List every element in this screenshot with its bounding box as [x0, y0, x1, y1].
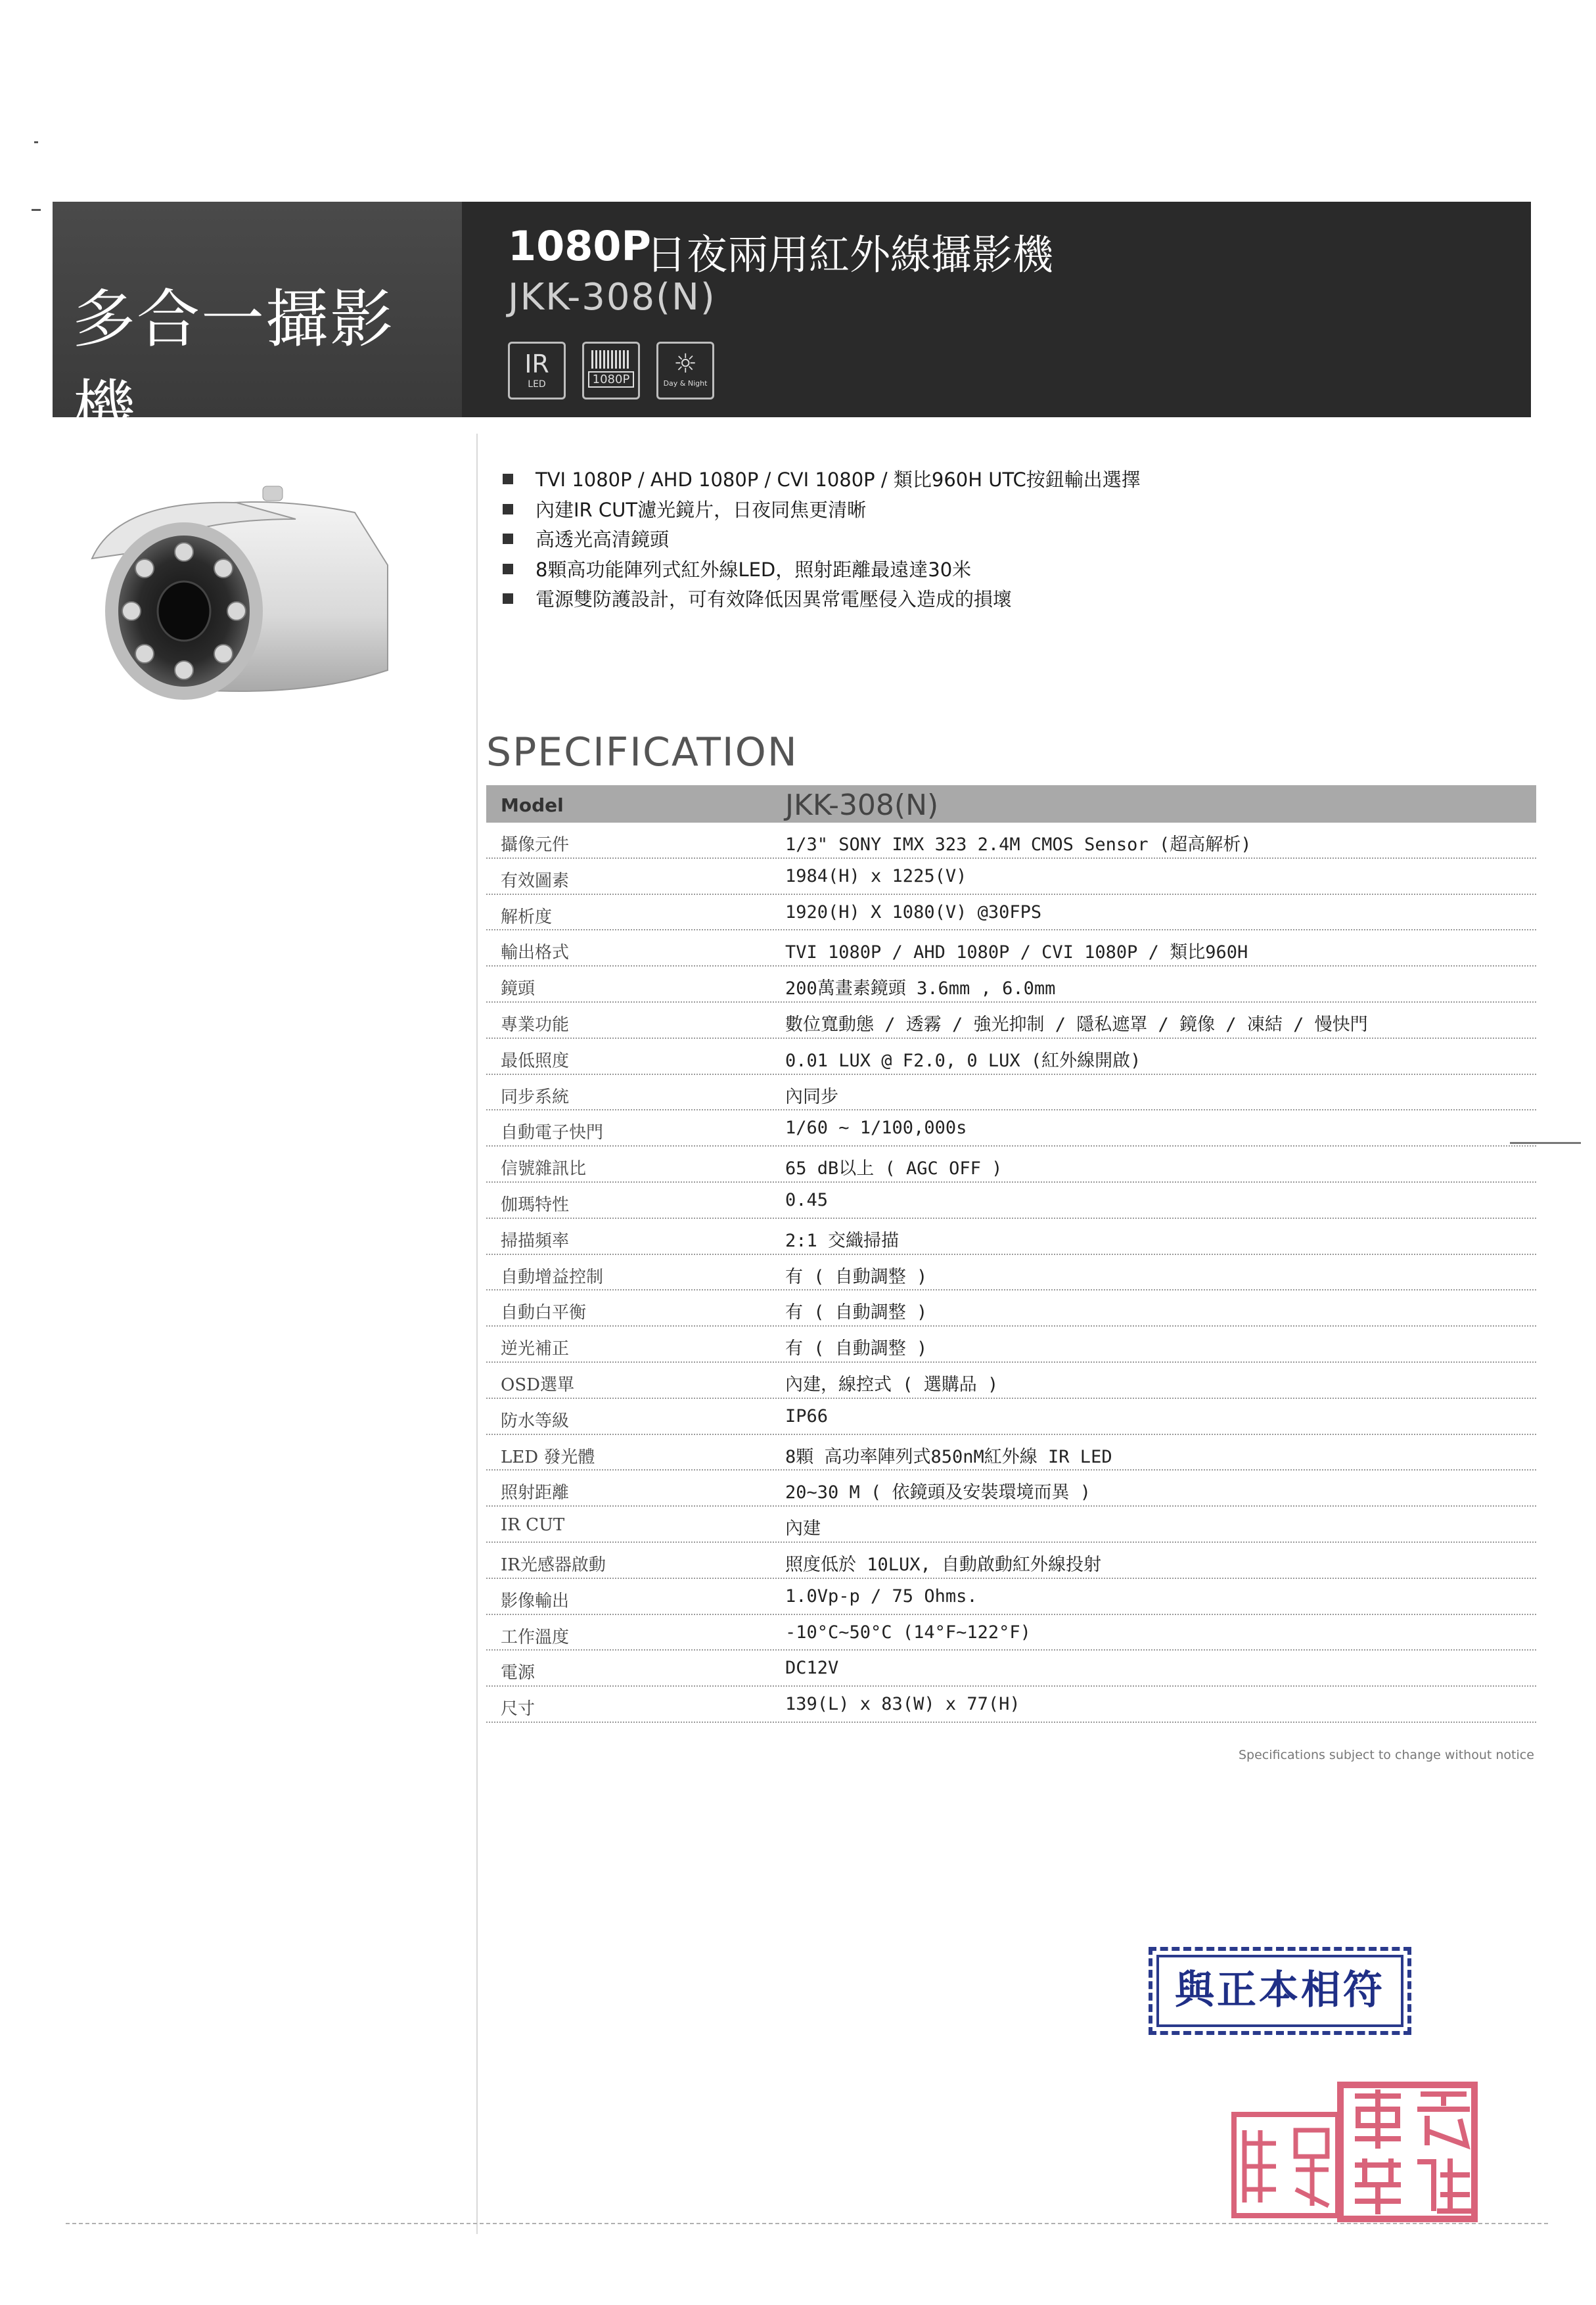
- feature-item: [503, 555, 1488, 585]
- spec-label: 工作溫度: [501, 1627, 570, 1647]
- spec-value: 照度低於 10LUX, 自動啟動紅外線投射: [785, 1554, 1102, 1575]
- scan-mark: [34, 141, 38, 143]
- column-divider: [476, 434, 478, 2234]
- feature-text: 內建IR CUT濾光鏡片，日夜同焦更清晰: [536, 498, 867, 521]
- day-night-icon: [656, 342, 714, 399]
- spec-row: [486, 895, 1536, 931]
- spec-row: [486, 967, 1536, 1003]
- spec-row: [486, 859, 1536, 895]
- spec-value: 2:1 交織掃描: [785, 1230, 900, 1251]
- spec-row: [486, 1110, 1536, 1147]
- spec-value: DC12V: [785, 1658, 839, 1679]
- spec-row: [486, 823, 1536, 859]
- spec-label: 照射距離: [501, 1483, 570, 1503]
- spec-label: 逆光補正: [501, 1339, 570, 1359]
- spec-row: [486, 1435, 1536, 1471]
- spec-value: 20~30 M ( 依鏡頭及安裝環境而異 ): [785, 1482, 1091, 1503]
- spec-row: [486, 1687, 1536, 1723]
- 1080p-icon-label: 1080P: [588, 371, 634, 388]
- spec-row: [486, 1507, 1536, 1543]
- spec-label: 尺寸: [501, 1699, 536, 1720]
- spec-label: OSD選單: [501, 1375, 574, 1395]
- spec-label: 輸出格式: [501, 943, 570, 963]
- product-category: 多合一攝影機: [72, 283, 394, 446]
- spec-value: 200萬畫素鏡頭 3.6mm , 6.0mm: [785, 978, 1056, 999]
- spec-label: 影像輸出: [501, 1591, 570, 1611]
- spec-row: [486, 930, 1536, 967]
- spec-value: 1.0Vp-p / 75 Ohms.: [785, 1586, 978, 1607]
- bullet-icon: [503, 504, 513, 514]
- spec-row: [486, 1183, 1536, 1219]
- spec-header-label: Model: [501, 794, 564, 816]
- spec-row: [486, 1003, 1536, 1039]
- day-night-icon-label: Day & Night: [663, 379, 708, 388]
- spec-label: LED 發光體: [501, 1447, 595, 1467]
- spec-label: 同步系統: [501, 1087, 570, 1107]
- 1080p-icon: [582, 342, 640, 399]
- spec-row: [486, 1147, 1536, 1183]
- scan-mark: [32, 209, 41, 211]
- spec-row: [486, 1579, 1536, 1615]
- spec-value: -10°C~50°C (14°F~122°F): [785, 1622, 1031, 1643]
- bullet-icon: [503, 534, 513, 544]
- spec-value: 數位寬動態 / 透霧 / 強光抑制 / 隱私遮罩 / 鏡像 / 凍結 / 慢快門: [785, 1014, 1368, 1035]
- spec-row: [486, 1255, 1536, 1291]
- spec-row: [486, 1615, 1536, 1651]
- bullet-icon: [503, 474, 513, 484]
- bullet-icon: [503, 564, 513, 574]
- certified-copy-stamp-text: 與正本相符: [1175, 1967, 1385, 2013]
- spec-row: [486, 1039, 1536, 1075]
- feature-item: [503, 495, 1488, 526]
- spec-table: [486, 823, 1536, 1723]
- sun-moon-icon: ☼: [673, 349, 697, 379]
- spec-value: 1/3" SONY IMX 323 2.4M CMOS Sensor (超高解析): [785, 834, 1252, 855]
- spec-row: [486, 1399, 1536, 1435]
- spec-value: 1920(H) X 1080(V) @30FPS: [785, 901, 1042, 923]
- spec-label: 信號雜訊比: [501, 1159, 587, 1179]
- spec-label: 鏡頭: [501, 979, 536, 999]
- spec-row: [486, 1290, 1536, 1327]
- spec-row: [486, 1075, 1536, 1111]
- spec-row: [486, 1651, 1536, 1687]
- product-model: JKK-308(N): [508, 276, 716, 319]
- spec-value: 有 ( 自動調整 ): [785, 1338, 928, 1359]
- feature-text: 高透光高清鏡頭: [536, 528, 670, 551]
- feature-item: [503, 525, 1488, 555]
- spec-value: 1/60 ~ 1/100,000s: [785, 1118, 967, 1139]
- certified-copy-stamp: [1149, 1947, 1411, 2035]
- spec-value: 8顆 高功率陣列式850nM紅外線 IR LED: [785, 1446, 1112, 1467]
- spec-value: 65 dB以上 ( AGC OFF ): [785, 1158, 1003, 1179]
- feature-list: [503, 465, 1488, 615]
- spec-value: 內同步: [785, 1086, 838, 1107]
- spec-row: [486, 1543, 1536, 1579]
- spec-value: 139(L) x 83(W) x 77(H): [785, 1694, 1020, 1715]
- feature-text: TVI 1080P / AHD 1080P / CVI 1080P / 類比960H UTC按鈕輸出選擇: [536, 468, 1141, 491]
- spec-value: 內建，線控式 ( 選購品 ): [785, 1374, 999, 1395]
- spec-label: IR光感器啟動: [501, 1555, 606, 1575]
- spec-row: [486, 1327, 1536, 1363]
- spec-label: 防水等級: [501, 1411, 570, 1431]
- feature-text: 8顆高功能陣列式紅外線LED，照射距離最遠達30米: [536, 558, 972, 581]
- spec-label: IR CUT: [501, 1515, 565, 1536]
- spec-label: 掃描頻率: [501, 1231, 570, 1251]
- bullet-icon: [503, 593, 513, 604]
- bottom-rule: [66, 2223, 1551, 2224]
- spec-row: [486, 1219, 1536, 1255]
- feature-item: [503, 585, 1488, 615]
- spec-label: 有效圖素: [501, 871, 570, 891]
- ir-led-icon: [508, 342, 566, 399]
- spec-label: 解析度: [501, 907, 553, 927]
- camera-product-image: [79, 473, 394, 729]
- spec-label: 電源: [501, 1663, 536, 1683]
- spec-value: 0.45: [785, 1189, 829, 1210]
- feature-item: [503, 465, 1488, 495]
- spec-value: 有 ( 自動調整 ): [785, 1266, 928, 1287]
- spec-value: 0.01 LUX @ F2.0, 0 LUX (紅外線開啟): [785, 1050, 1141, 1071]
- personal-seal-stamp: [1230, 2111, 1342, 2220]
- spec-label: 最低照度: [501, 1051, 570, 1071]
- spec-table-header: [486, 785, 1536, 823]
- spec-label: 自動增益控制: [501, 1267, 604, 1287]
- spec-label: 伽瑪特性: [501, 1195, 570, 1215]
- feature-text: 電源雙防護設計，可有效降低因異常電壓侵入造成的損壞: [536, 588, 1013, 610]
- spec-label: 專業功能: [501, 1015, 570, 1035]
- spec-value: 內建: [785, 1518, 821, 1540]
- barcode-graphic: [591, 350, 631, 369]
- product-name: 日夜兩用紅外線攝影機: [646, 231, 1054, 279]
- spec-row: [486, 1471, 1536, 1507]
- product-resolution: 1080P: [508, 222, 651, 270]
- spec-value: 1984(H) x 1225(V): [785, 865, 967, 886]
- spec-label: 自動電子快門: [501, 1123, 604, 1143]
- ir-led-icon-sublabel: LED: [528, 379, 546, 390]
- spec-row: [486, 1363, 1536, 1399]
- company-seal-stamp: [1335, 2080, 1480, 2224]
- spec-disclaimer: Specifications subject to change without notice: [1239, 1748, 1534, 1762]
- spec-header-model: JKK-308(N): [785, 788, 939, 822]
- ir-led-icon-label: IR: [524, 350, 549, 378]
- spec-label: 自動白平衡: [501, 1303, 587, 1323]
- spec-value: IP66: [785, 1405, 829, 1426]
- spec-value: 有 ( 自動調整 ): [785, 1302, 928, 1323]
- spec-value: TVI 1080P / AHD 1080P / CVI 1080P / 類比960H: [785, 942, 1248, 963]
- spec-heading: SPECIFICATION: [486, 729, 798, 775]
- spec-label: 攝像元件: [501, 835, 570, 855]
